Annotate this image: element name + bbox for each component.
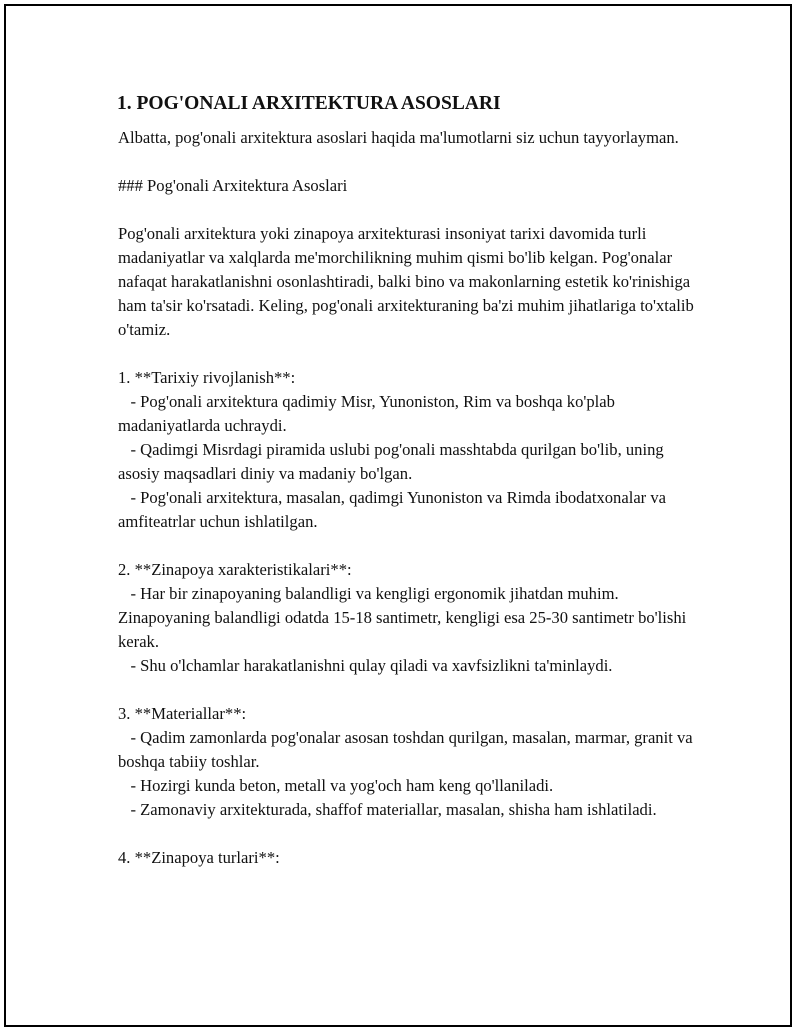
section-3 bbox=[113, 702, 703, 822]
list-item: - Pog'onali arxitektura qadimiy Misr, Yunoniston, Rim va boshqa ko'plab madaniyatlarda uchraydi. bbox=[118, 392, 620, 435]
list-item: - Har bir zinapoyaning balandligi va kengligi ergonomik jihatdan muhim. Zinapoyaning balandligi odatda 15-18 santimetr, kengligi esa 25-30 santimetr bo'lishi kerak. bbox=[118, 584, 691, 651]
page-title: 1. POG'ONALI ARXITEKTURA ASOSLARI bbox=[117, 93, 501, 114]
section-title: 2. **Zinapoya xarakteristikalari**: bbox=[118, 560, 352, 579]
intro-paragraph: Albatta, pog'onali arxitektura asoslari haqida ma'lumotlarni siz uchun tayyorlayman. bbox=[118, 128, 679, 147]
section-4 bbox=[113, 846, 703, 870]
section-1 bbox=[113, 366, 703, 534]
list-item: - Qadim zamonlarda pog'onalar asosan toshdan qurilgan, masalan, marmar, granit va boshqa tabiiy toshlar. bbox=[118, 728, 697, 771]
section-title: 1. **Tarixiy rivojlanish**: bbox=[118, 368, 296, 387]
subheading: ### Pog'onali Arxitektura Asoslari bbox=[118, 176, 348, 195]
section-title: 4. **Zinapoya turlari**: bbox=[118, 848, 280, 867]
document-body bbox=[113, 90, 703, 870]
list-item: - Zamonaviy arxitekturada, shaffof materiallar, masalan, shisha ham ishlatiladi. bbox=[118, 800, 657, 819]
list-item: - Hozirgi kunda beton, metall va yog'och ham keng qo'llaniladi. bbox=[118, 776, 554, 795]
section-title: 3. **Materiallar**: bbox=[118, 704, 247, 723]
list-item: - Qadimgi Misrdagi piramida uslubi pog'onali masshtabda qurilgan bo'lib, uning asosiy maqsadlari diniy va madaniy bo'lgan. bbox=[118, 440, 668, 483]
overview-paragraph: Pog'onali arxitektura yoki zinapoya arxitekturasi insoniyat tarixi davomida turli madaniyatlar va xalqlarda me'morchilikning muhim qismi bo'lib kelgan. Pog'onalar nafaqat harakatlanishni osonlashtiradi, balki bino va makonlarning estetik ko'rinishiga ham ta'sir ko'rsatadi. Keling, pog'onali arxitekturaning ba'zi muhim jihatlariga to'xtalib o'tamiz. bbox=[118, 224, 694, 339]
list-item: - Shu o'lchamlar harakatlanishni qulay qiladi va xavfsizlikni ta'minlaydi. bbox=[118, 656, 613, 675]
section-2 bbox=[113, 558, 703, 678]
list-item: - Pog'onali arxitektura, masalan, qadimgi Yunoniston va Rimda ibodatxonalar va amfiteatrlar uchun ishlatilgan. bbox=[118, 488, 671, 531]
